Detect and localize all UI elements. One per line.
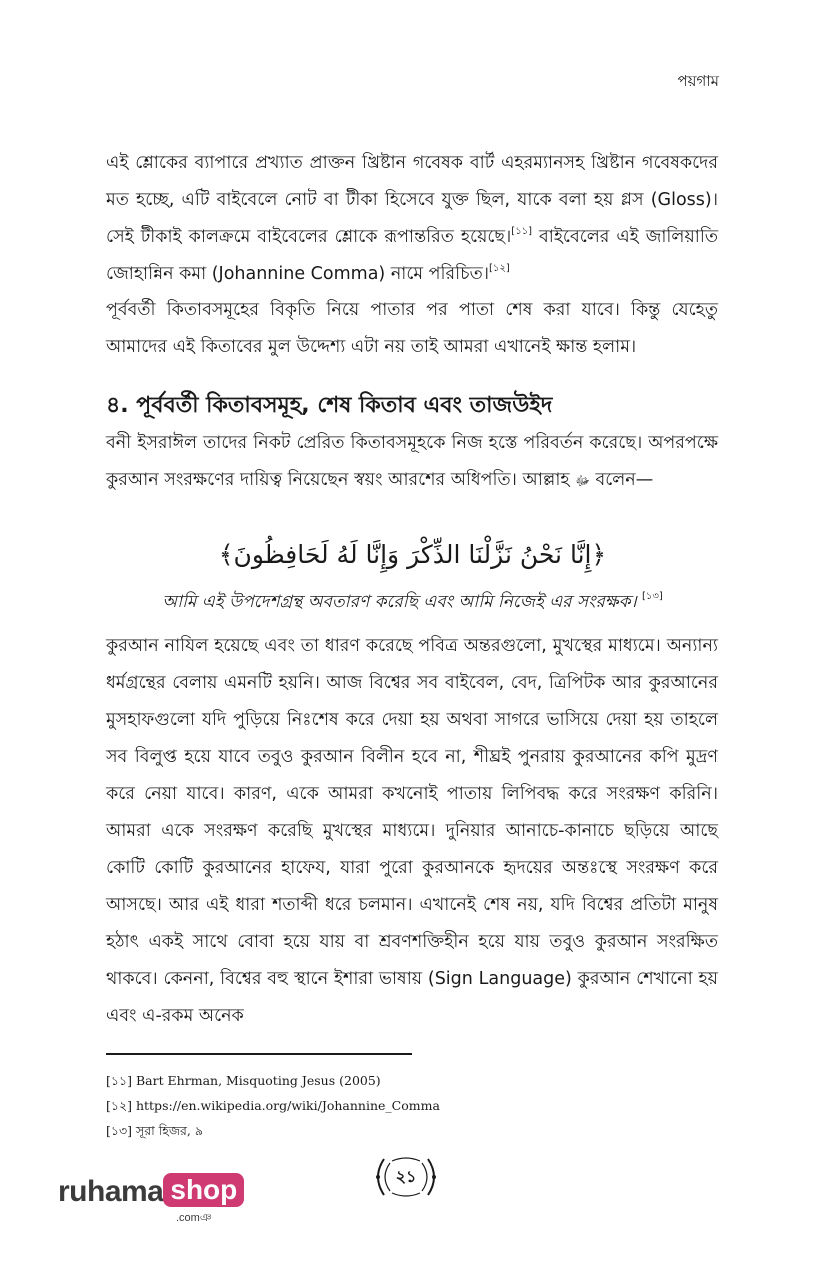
verse-translation: [0, 589, 825, 617]
footnote-divider: [106, 1053, 412, 1055]
verse-translation-text: আমি এই উপদেশগ্রন্থ অবতারণ করেছি এবং আমি নিজেই এর সংরক্ষক।: [162, 592, 637, 612]
paragraph-preservation-intro: [106, 425, 718, 500]
footnote-ref-13[interactable]: [১৩]: [641, 591, 663, 602]
footnote-ref-11[interactable]: [১১]: [511, 226, 533, 237]
footnote-ref-12[interactable]: [১২]: [489, 263, 510, 274]
paragraph-distortion: পূর্ববর্তী কিতাবসমূহের বিকৃতি নিয়ে পাতার পর পাতা শেষ করা যাবে। কিন্তু যেহেতু আমাদের এই কিতাবের মুল উদ্দেশ্য এটা নয় তাই আমরা এখানেই ক্ষান্ত হলাম।: [106, 300, 718, 357]
paragraph-preservation-text-2: বলেন—: [589, 470, 654, 490]
ruhamashop-logo[interactable]: [58, 1173, 244, 1224]
logo-text-com: .comঞ: [176, 1212, 212, 1224]
running-header-title: পয়গাম: [677, 72, 719, 90]
footnote-11: [১১] Bart Ehrman, Misquoting Jesus (2005): [106, 1073, 381, 1088]
quran-verse-arabic: ﴿إِنَّا نَحْنُ نَزَّلْنَا الذِّكْرَ وَإِنَّا لَهُ لَحَافِظُونَ﴾: [218, 540, 607, 569]
page-number: ২১: [395, 1167, 417, 1186]
footnote-13: [১৩] সূরা হিজর, ৯: [106, 1123, 203, 1138]
paragraph-gloss-text: এই শ্লোকের ব্যাপারে প্রখ্যাত প্রাক্তন খ্রিষ্টান গবেষক বার্ট এহরম্যানসহ খ্রিষ্টান গবেষকদের মত হচ্ছে, এটি বাইবেলে নোট বা টীকা হিসেবে যুক্ত ছিল, যাকে বলা হয় গ্লস (Gloss)। সেই টীকাই কালক্রমে বাইবেলের শ্লোকে রূপান্তরিত হয়েছে।: [106, 153, 718, 247]
logo-text-ruhama: ruhama: [58, 1175, 164, 1208]
page-number-ornament: [370, 1153, 442, 1201]
honorific-glyph: ﷻ: [575, 474, 590, 489]
footnotes: [106, 1068, 440, 1143]
paragraph-memorization: কুরআন নাযিল হয়েছে এবং তা ধারণ করেছে পবিত্র অন্তরগুলো, মুখস্থের মাধ্যমে। অন্যান্য ধর্মগ্রন্থের বেলায় এমনটি হয়নি। আজ বিশ্বের সব বাইবেল, বেদ, ত্রিপিটক আর কুরআনের মুসহাফগুলো যদি পুড়িয়ে নিঃশেষ করে দেয়া হয় অথবা সাগরে ভাসিয়ে দেয়া হয় তাহলে সব বিলুপ্ত হয়ে যাবে তবুও কুরআন বিলীন হবে না, শীঘ্রই পুনরায় কুরআনের কপি মুদ্রণ করে নেয়া যাবে। কারণ, একে আমরা কখনোই পাতায় লিপিবদ্ধ করে সংরক্ষণ করিনি। আমরা একে সংরক্ষণ করেছি মুখস্থের মাধ্যমে। দুনিয়ার আনাচে-কানাচে ছড়িয়ে আছে কোটি কোটি কুরআনের হাফেয, যারা পুরো কুরআনকে হৃদয়ের অন্তঃস্থে সংরক্ষণ করে আসছে। আর এই ধারা শতাব্দী ধরে চলমান। এখানেই শেষ নয়, যদি বিশ্বের প্রতিটা মানুষ হঠাৎ একই সাথে বোবা হয়ে যায় বা শ্রবণশক্তিহীন হয়ে যায় তবুও কুরআন সংরক্ষিত থাকবে। কেননা, বিশ্বের বহু স্থানে ইশারা ভাষায় (Sign Language) কুরআন শেখানো হয় এবং এ-রকম অনেক: [106, 636, 718, 1026]
footnote-12[interactable]: [১২] https://en.wikipedia.org/wiki/Johannine_Comma: [106, 1098, 440, 1113]
logo-text-shop: shop: [163, 1173, 244, 1207]
paragraph-gloss: [106, 145, 718, 293]
paragraph-gloss-text-2: বাইবেলের এই জালিয়াতি জোহান্নিন কমা (Johannine Comma) নামে পরিচিত।: [106, 227, 718, 284]
paragraph-preservation-text: বনী ইসরাঈল তাদের নিকট প্রেরিত কিতাবসমূহকে নিজ হস্তে পরিবর্তন করেছে। অপরপক্ষে কুরআন সংরক্ষণের দায়িত্ব নিয়েছেন স্বয়ং আরশের অধিপতি। আল্লাহ: [106, 433, 718, 490]
section-heading: ৪. পূর্ববর্তী কিতাবসমূহ, শেষ কিতাব এবং তাজউইদ: [106, 393, 553, 418]
